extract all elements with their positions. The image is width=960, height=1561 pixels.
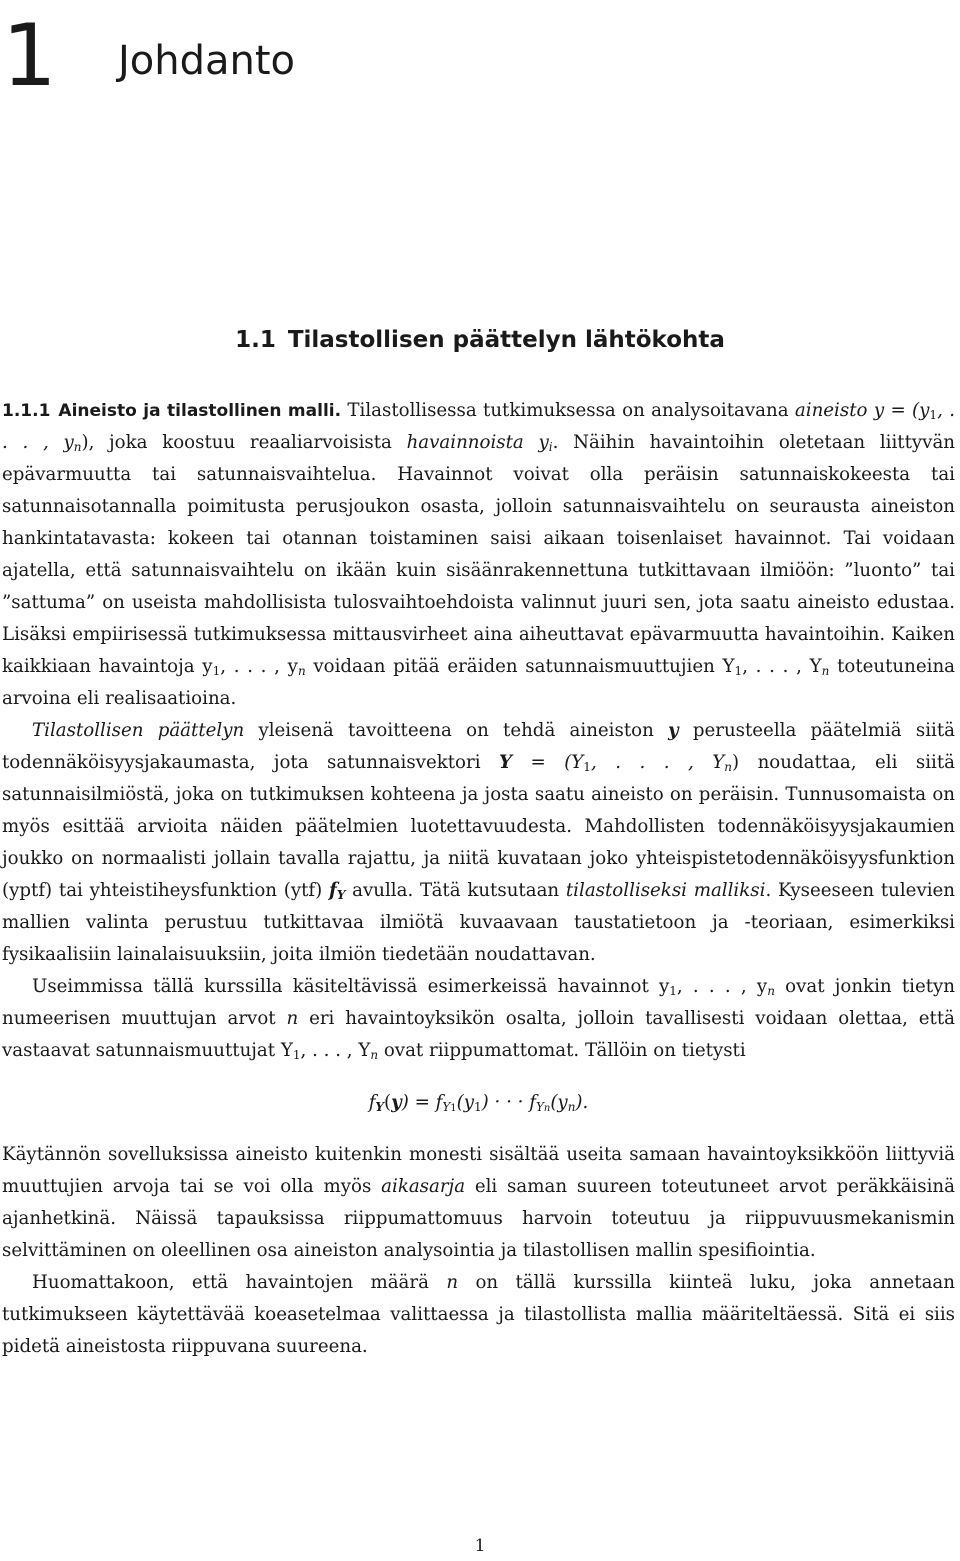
subscript: 1	[292, 1048, 301, 1062]
text-run: toteutuneina arvoina eli realisaatioina.	[2, 656, 955, 709]
math-run: = (Y	[511, 752, 584, 773]
subscript: 1	[669, 984, 677, 998]
term-tilastollinen-paattely: Tilastollisen päättelyn	[32, 720, 245, 741]
term-havainnoista: havainnoista	[406, 432, 524, 453]
text-run: ) noudattaa, eli siitä satunnaisilmiöstä, joka on tutkimuksen kohteena ja josta saatu aineisto on peräisin. Tunnusomaista on myös esittää arvioita näiden päätelmien luotettavuudesta. Mahdollisten todennäköisyysjakaumien joukko on normaalisti jollain tavalla rajattu, ja niitä kuvataan joko yhteispistetodennäköisyysfunktion (yptf) tai yhteistiheysfunktion (ytf)	[2, 752, 956, 901]
section-title: Tilastollisen päättelyn lähtökohta	[287, 327, 725, 353]
subscript: Y	[375, 1100, 384, 1114]
text-run: eli saman suureen toteutuneet arvot peräkkäisinä ajanhetkinä. Näissä tapauksissa riippumattomuus harvoin toteutuu ja riippuvuusmekanismin selvittäminen on oleellinen osa aineiston analysointia ja tilastollisen mallin spesifiointia.	[2, 1176, 955, 1261]
text-run: on tällä kurssilla kiinteä luku, joka annetaan tutkimukseen käytettävää koeasetelmaa valittaessa ja tilastollista mallia määriteltäessä. Sitä ei siis pidetä aineistosta riippuvana suureena.	[2, 1272, 955, 1357]
subscript: 1	[583, 760, 591, 774]
text-run: , . . . , y	[676, 976, 768, 997]
text-run: . Kyseeseen tulevien mallien valinta perustuu tutkittavaa ilmiötä kuvaavaan taustatietoon ja -teoriaan, esimerkiksi fysikaalisiin lainalaisuuksiin, joita ilmiön tiedetään noudattavan.	[2, 880, 956, 965]
subscript: n	[297, 664, 306, 678]
text-run: Useimmissa tällä kurssilla käsiteltävissä esimerkeissä havainnot y	[32, 976, 670, 997]
text-run: ovat riippumattomat. Tällöin on tietysti	[378, 1040, 746, 1061]
math-run: f	[329, 880, 337, 901]
paragraph-2	[2, 715, 955, 971]
subscript: i	[548, 440, 553, 454]
subscript: 1	[450, 1103, 457, 1114]
section-number: 1.1	[235, 327, 276, 353]
math-run: y	[523, 432, 549, 453]
chapter-title: Johdanto	[118, 38, 296, 84]
text-run: ), joka koostuu reaaliarvoisista	[81, 432, 407, 453]
subscript: Y	[442, 1100, 451, 1114]
math-run: n	[286, 1008, 299, 1029]
text-run: Tilastollisessa tutkimuksessa on analysoitavana	[341, 400, 795, 421]
subscript: n	[543, 1103, 551, 1114]
math-run: , . . . , Y	[590, 752, 725, 773]
subscript: n	[567, 1100, 576, 1114]
subscript: 1	[929, 408, 938, 422]
paragraph-3	[2, 971, 955, 1067]
text-run: yleisenä tavoitteena on tehdä aineiston	[244, 720, 669, 741]
eq-run: y	[391, 1092, 402, 1113]
section-heading	[0, 322, 960, 358]
text-run: Huomattakoon, että havaintojen määrä	[32, 1272, 447, 1293]
subscript: n	[767, 984, 775, 998]
eq-run: ).	[575, 1092, 589, 1113]
term-aineisto: aineisto	[794, 400, 868, 421]
subsection-heading	[2, 401, 341, 421]
page-number: 1	[474, 1536, 486, 1556]
subscript: n	[821, 664, 830, 678]
chapter-number: 1	[2, 6, 55, 106]
subsection-number: 1.1.1	[2, 401, 51, 421]
eq-run: (y	[456, 1092, 474, 1113]
body-text	[2, 395, 955, 1363]
eq-run: (	[384, 1092, 392, 1113]
term-tilastollinen-malli: tilastolliseksi malliksi	[565, 880, 766, 901]
subscript: 1	[474, 1100, 482, 1114]
paragraph-4	[2, 1139, 955, 1267]
eq-run: ) · · · f	[481, 1092, 536, 1113]
math-run: , . . . , y	[2, 400, 955, 453]
eq-run: f	[368, 1092, 376, 1113]
math-run: y	[668, 720, 679, 741]
eq-run: (y	[550, 1092, 568, 1113]
eq-run: ) = f	[401, 1092, 443, 1113]
text-run: , . . . , Y	[300, 1040, 371, 1061]
subscript: n	[73, 440, 82, 454]
text-run: . Näihin havaintoihin oletetaan liittyvän epävarmuutta tai satunnaisvaihtelua. Havainnot voivat olla peräisin satunnaiskokeesta tai satunnaisotannalla poimitusta perusjoukon osasta, jolloin satunnaisvaihtelu on seurausta aineiston hankintatavasta: kokeen tai otannan toistaminen saisi aikaan toisenlaiset havainnot. Tai voidaan ajatella, että satunnaisvaihtelu on ikään kuin sisäänrakennettuna tutkittavaan ilmiöön: ”luonto” tai ”sattuma” on useista mahdollisista tulosvaihtoehdoista valinnut juuri sen, jota saatu aineisto edustaa. Lisäksi empiirisessä tutkimuksessa mittausvirheet aina aiheuttavat epävarmuutta havaintoihin. Kaiken kaikkiaan havaintoja y	[2, 432, 956, 677]
subscript: Y	[336, 888, 346, 902]
math-run: y = (y	[867, 400, 930, 421]
text-run: ovat jonkin tietyn numeerisen muuttujan arvot	[2, 976, 956, 1029]
text-run: voidaan pitää eräiden satunnaismuuttujien Y	[305, 656, 735, 677]
text-run: Käytännön sovelluksissa aineisto kuitenkin monesti sisältää useita samaan havaintoyksikköön liittyviä muuttujien arvoja tai se voi olla myös	[2, 1144, 955, 1197]
subscript: n	[370, 1048, 379, 1062]
display-equation	[2, 1087, 955, 1119]
subsection-title: Aineisto ja tilastollinen malli.	[58, 401, 342, 421]
text-run: perusteella päätelmiä siitä todennäköisyysjakaumasta, jota satunnaisvektori	[2, 720, 956, 773]
subscript: Y	[535, 1100, 544, 1114]
paragraph-1	[2, 395, 955, 715]
subscript: 1	[212, 664, 221, 678]
math-run: Y	[499, 752, 512, 773]
subscript: 1	[734, 664, 743, 678]
term-aikasarja: aikasarja	[381, 1176, 466, 1197]
math-run: n	[446, 1272, 459, 1293]
paragraph-5	[2, 1267, 955, 1363]
subscript: n	[724, 760, 732, 774]
text-run: , . . . , Y	[742, 656, 822, 677]
text-run: eri havaintoyksikön osalta, jolloin tavallisesti voidaan olettaa, että vastaavat satunnaismuuttujat Y	[2, 1008, 955, 1061]
text-run: avulla. Tätä kutsutaan	[345, 880, 566, 901]
text-run: , . . . , y	[220, 656, 298, 677]
